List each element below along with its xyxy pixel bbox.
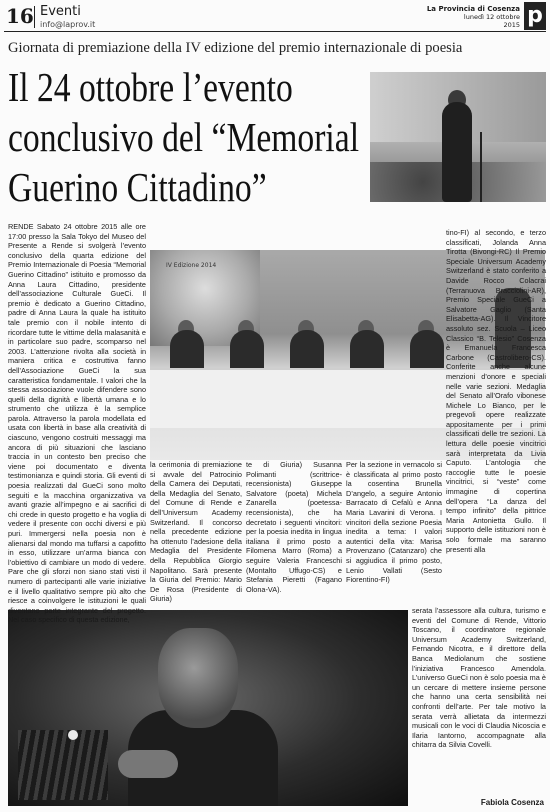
newspaper-logo: p (524, 2, 546, 30)
headline-line-2: conclusivo del “Memorial (8, 114, 360, 160)
article-column-5: tino-FI) al secondo, e terzo classificati, Jolanda Anna Tirotta (Bivongi-RC) Il Premio Speciale Universum Academy Switzerland è stato conferito a Davide Rocco Colacrai (Terranuova Bracciolini-AR), Premio Speciale GueCi a Salvatore Gaglio (Santa Elisabetta-AG). Il Vincitore assoluto sez. Scuola – Liceo Classico “B. Telesio” Cosenza è Emanuela Francesca Carbone (Castrolibero-CS). Conferite anche alcune menzioni d’onore e speciali nelle varie sezioni. Medaglia del Senato all’Orafo vibonese Michele Lo Bianco, per le pregevoli opere realizzate appositamente per i primi classificati delle tre sezioni. La lettura delle poesie vincitrici sarà interpretata da Livia Caputo. L’antologia che raccoglie tutte le poesie vincitrici, si “veste” come immagine di copertina dell’opera “La danza del tempo infinito” della pittrice Maria Antonietta Gullo. Il supporto delle istituzioni non è solo formale ma saranno presenti alla (446, 228, 546, 554)
headline-line-3: Guerino Cittadino” (8, 164, 267, 210)
photo-goldsmith-at-work (8, 610, 408, 806)
page-number: 16 (6, 4, 34, 28)
page-header (4, 2, 546, 32)
section-email: info@laprov.it (40, 20, 96, 29)
header-divider (34, 6, 35, 28)
issue-year: 2015 (503, 21, 520, 29)
photo-singer-at-microphone (370, 72, 546, 202)
article-column-1: RENDE Sabato 24 ottobre 2015 alle ore 17:00 presso la Sala Tokyo del Museo del Presente a Rende si svolgerà l’evento conclusivo della quarta edizione del Premio Internazionale di Poesia “Memorial Guerino Cittadino” istituito e promosso da Anna Laura Cittadino, presidente dell’associazione Culturale GueCi. Il premio è dedicato a Guerino Cittadino, padre di Anna Laura la quale ha istituito tale premio con il nobile intento di ricordare tutte le vittime della malasanità e in particolare suo padre, scomparso nel 2003. L’attenzione rivolta alla società in maniera critica e costruttiva fanno dell’Associazione GueCi la sua caratteristica fondamentale. I valori che la stessa associazione vuole difendere sono quelli della dignità e libertà umana e lo strumento che utilizza è la semplice parola. Attraverso la parola modellata ed usata con libertà in base alla creatività di ciascuno, vengono costruiti messaggi ma ancora di più situazioni che lasciano traccia in un contesto ben preciso che viene poi documentato e diventa testimonianza e quindi storia. Gli eventi di poesia realizzati dal GueCi sono molto seguiti e la macchina organizzativa va avanti grazie all’impegno e ai sacrifici di chi crede in questo progetto e ha voglia di vedere il presente con occhi diversi e più puri. Immergersi nella poesia non è alienarsi dal mondo ma tuffarsi a capofitto in esso, utilizzare un’arma bianca con l’obiettivo di cambiare un modo di vedere. Pare che gli sforzi non siano stati visti il numero di partecipanti alle varie iniziative e il livello qualitativo sempre più alto che riesce a coinvolgere le istituzioni le quali diventano parte integrante del progetto. Nel caso specifico di questa edizione, (8, 222, 146, 625)
article-column-4: Per la sezione in vernacolo si è classificata al primo posto la cosentina Brunella D’angelo, a seguire Antonio Barracato di Cefalù e Anna Maria Lavarini di Verona. I vincitori della sezione Poesia inedita a tema: I valori autentici della vita: Marisa Provenzano (Catanzaro) che si aggiudica il primo posto, Lenio Vallati (Sesto Fiorentino-FI) (346, 460, 442, 585)
article-headline (8, 62, 369, 212)
section-name: Eventi (40, 4, 81, 19)
article-byline: Fabiola Cosenza (480, 798, 544, 807)
article-column-2: la cerimonia di premiazione si avvale del Patrocinio della Camera dei Deputati, della Medaglia del Senato, del Comune di Rende e dell’Universum Academy Switzerland. Il concorso nella precedente edizione ha ottenuto l’adesione della Medaglia del Presidente della Repubblica Giorgio Napolitano. Sarà presente la Giuria del Premio: Mario De Rosa (Presidente di Giuria) (150, 460, 242, 604)
headline-line-1: Il 24 ottobre l’evento (8, 64, 293, 110)
issue-date (464, 13, 520, 29)
article-column-3: te di Giuria) Susanna Polimanti (scrittrice-recensionista) Giuseppe Salvatore (poeta) Michela Zanarella (poetessa-recensionista), che ha decretato i seguenti vincitori: per la poesia inedita in lingua italiana il primo posto a Filomena Marro (Roma) a seguire Valeria Franceschi (Montalto Uffugo-CS) e Stefania Pieretti (Fagano Olona-VA). (246, 460, 342, 594)
newspaper-name: La Provincia di Cosenza (426, 5, 520, 13)
article-column-6: serata l’assessore alla cultura, turismo e eventi del Comune di Rende, Vittorio Toscano, il coordinatore regionale Universum Academy Switzerland, Fernando Nicotra, e il direttore della Banca Mediolanum che sostiene l’iniziativa Francesco Amendola. L’universo GueCi non è solo poesia ma è un cercare di mettere insieme persone che hanno una certa sensibilità nei confronti dell’arte. Per tale motivo la serata verrà allietata da intermezzi musicali con le voci di Claudia Nicoscia e Ilaria Iantorno, accompagnate alla chitarra da Silvia Covelli. (412, 606, 546, 750)
issue-date-line: lunedì 12 ottobre (463, 13, 520, 21)
event-banner-text: IV Edizione 2014 (166, 262, 217, 269)
article-kicker: Giornata di premiazione della IV edizione del premio internazionale di poesia (8, 40, 463, 56)
